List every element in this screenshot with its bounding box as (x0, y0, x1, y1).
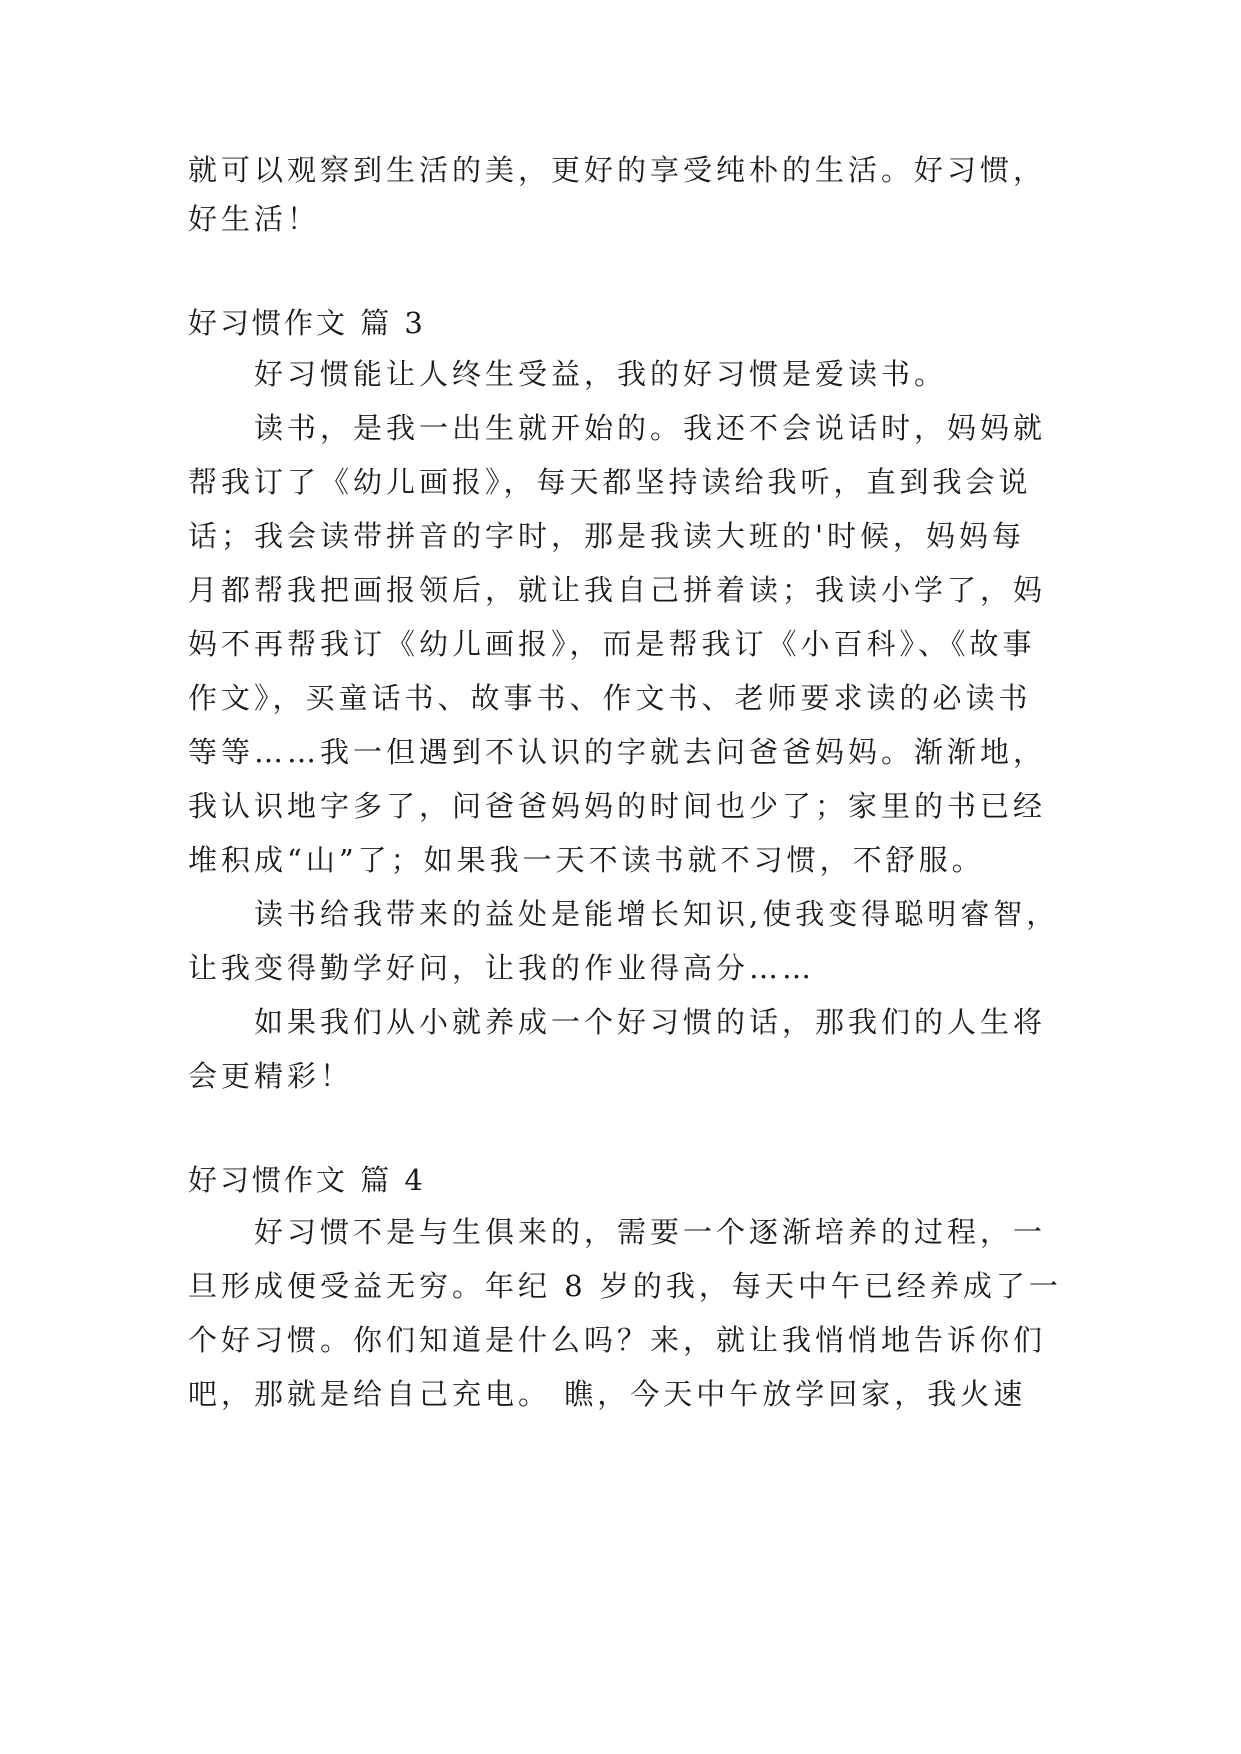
paragraph-line: 读书，是我一出生就开始的。我还不会说话时，妈妈就 (254, 411, 1047, 445)
paragraph-line: 好习惯能让人终生受益，我的好习惯是爱读书。 (254, 357, 948, 391)
text-line: 就可以观察到生活的美，更好的享受纯朴的生活。好习惯， (188, 153, 1047, 187)
paragraph-line: 妈不再帮我订《幼儿画报》，而是帮我订《小百科》、《故事 (188, 627, 1036, 661)
paragraph-line: 会更精彩！ (188, 1059, 354, 1093)
paragraph-line: 好习惯不是与生俱来的，需要一个逐渐培养的过程，一 (254, 1215, 1047, 1249)
text-line: 好生活！ (188, 202, 321, 236)
paragraph-line: 帮我订了《幼儿画报》，每天都坚持读给我听，直到我会说 (188, 465, 1032, 499)
paragraph-line: 我认识地字多了，问爸爸妈妈的时间也少了；家里的书已经 (188, 789, 1047, 823)
paragraph-line: 读书给我带来的益处是能增长知识,使我变得聪明睿智， (254, 897, 1060, 931)
paragraph-line: 等等……我一但遇到不认识的字就去问爸爸妈妈。渐渐地， (188, 735, 1047, 769)
paragraph-line: 让我变得勤学好问，让我的作业得高分…… (188, 951, 816, 985)
section-heading: 好习惯作文 篇 4 (188, 1163, 426, 1197)
section-heading: 好习惯作文 篇 3 (188, 306, 426, 340)
paragraph-line: 吧，那就是给自己充电。 瞧，今天中午放学回家，我火速 (188, 1377, 1027, 1411)
paragraph-line: 如果我们从小就养成一个好习惯的话，那我们的人生将 (254, 1005, 1047, 1039)
paragraph-line: 话；我会读带拼音的字时，那是我读大班的'时候，妈妈每 (188, 519, 1025, 553)
paragraph-line: 旦形成便受益无穷。年纪 8 岁的我，每天中午已经养成了一 (188, 1269, 1062, 1303)
paragraph-line: 个好习惯。你们知道是什么吗？来，就让我悄悄地告诉你们 (188, 1323, 1047, 1357)
paragraph-line: 堆积成“山”了；如果我一天不读书就不习惯，不舒服。 (188, 843, 985, 877)
paragraph-line: 作文》，买童话书、故事书、作文书、老师要求读的必读书 (188, 681, 1032, 715)
paragraph-line: 月都帮我把画报领后，就让我自己拼着读；我读小学了，妈 (188, 573, 1047, 607)
